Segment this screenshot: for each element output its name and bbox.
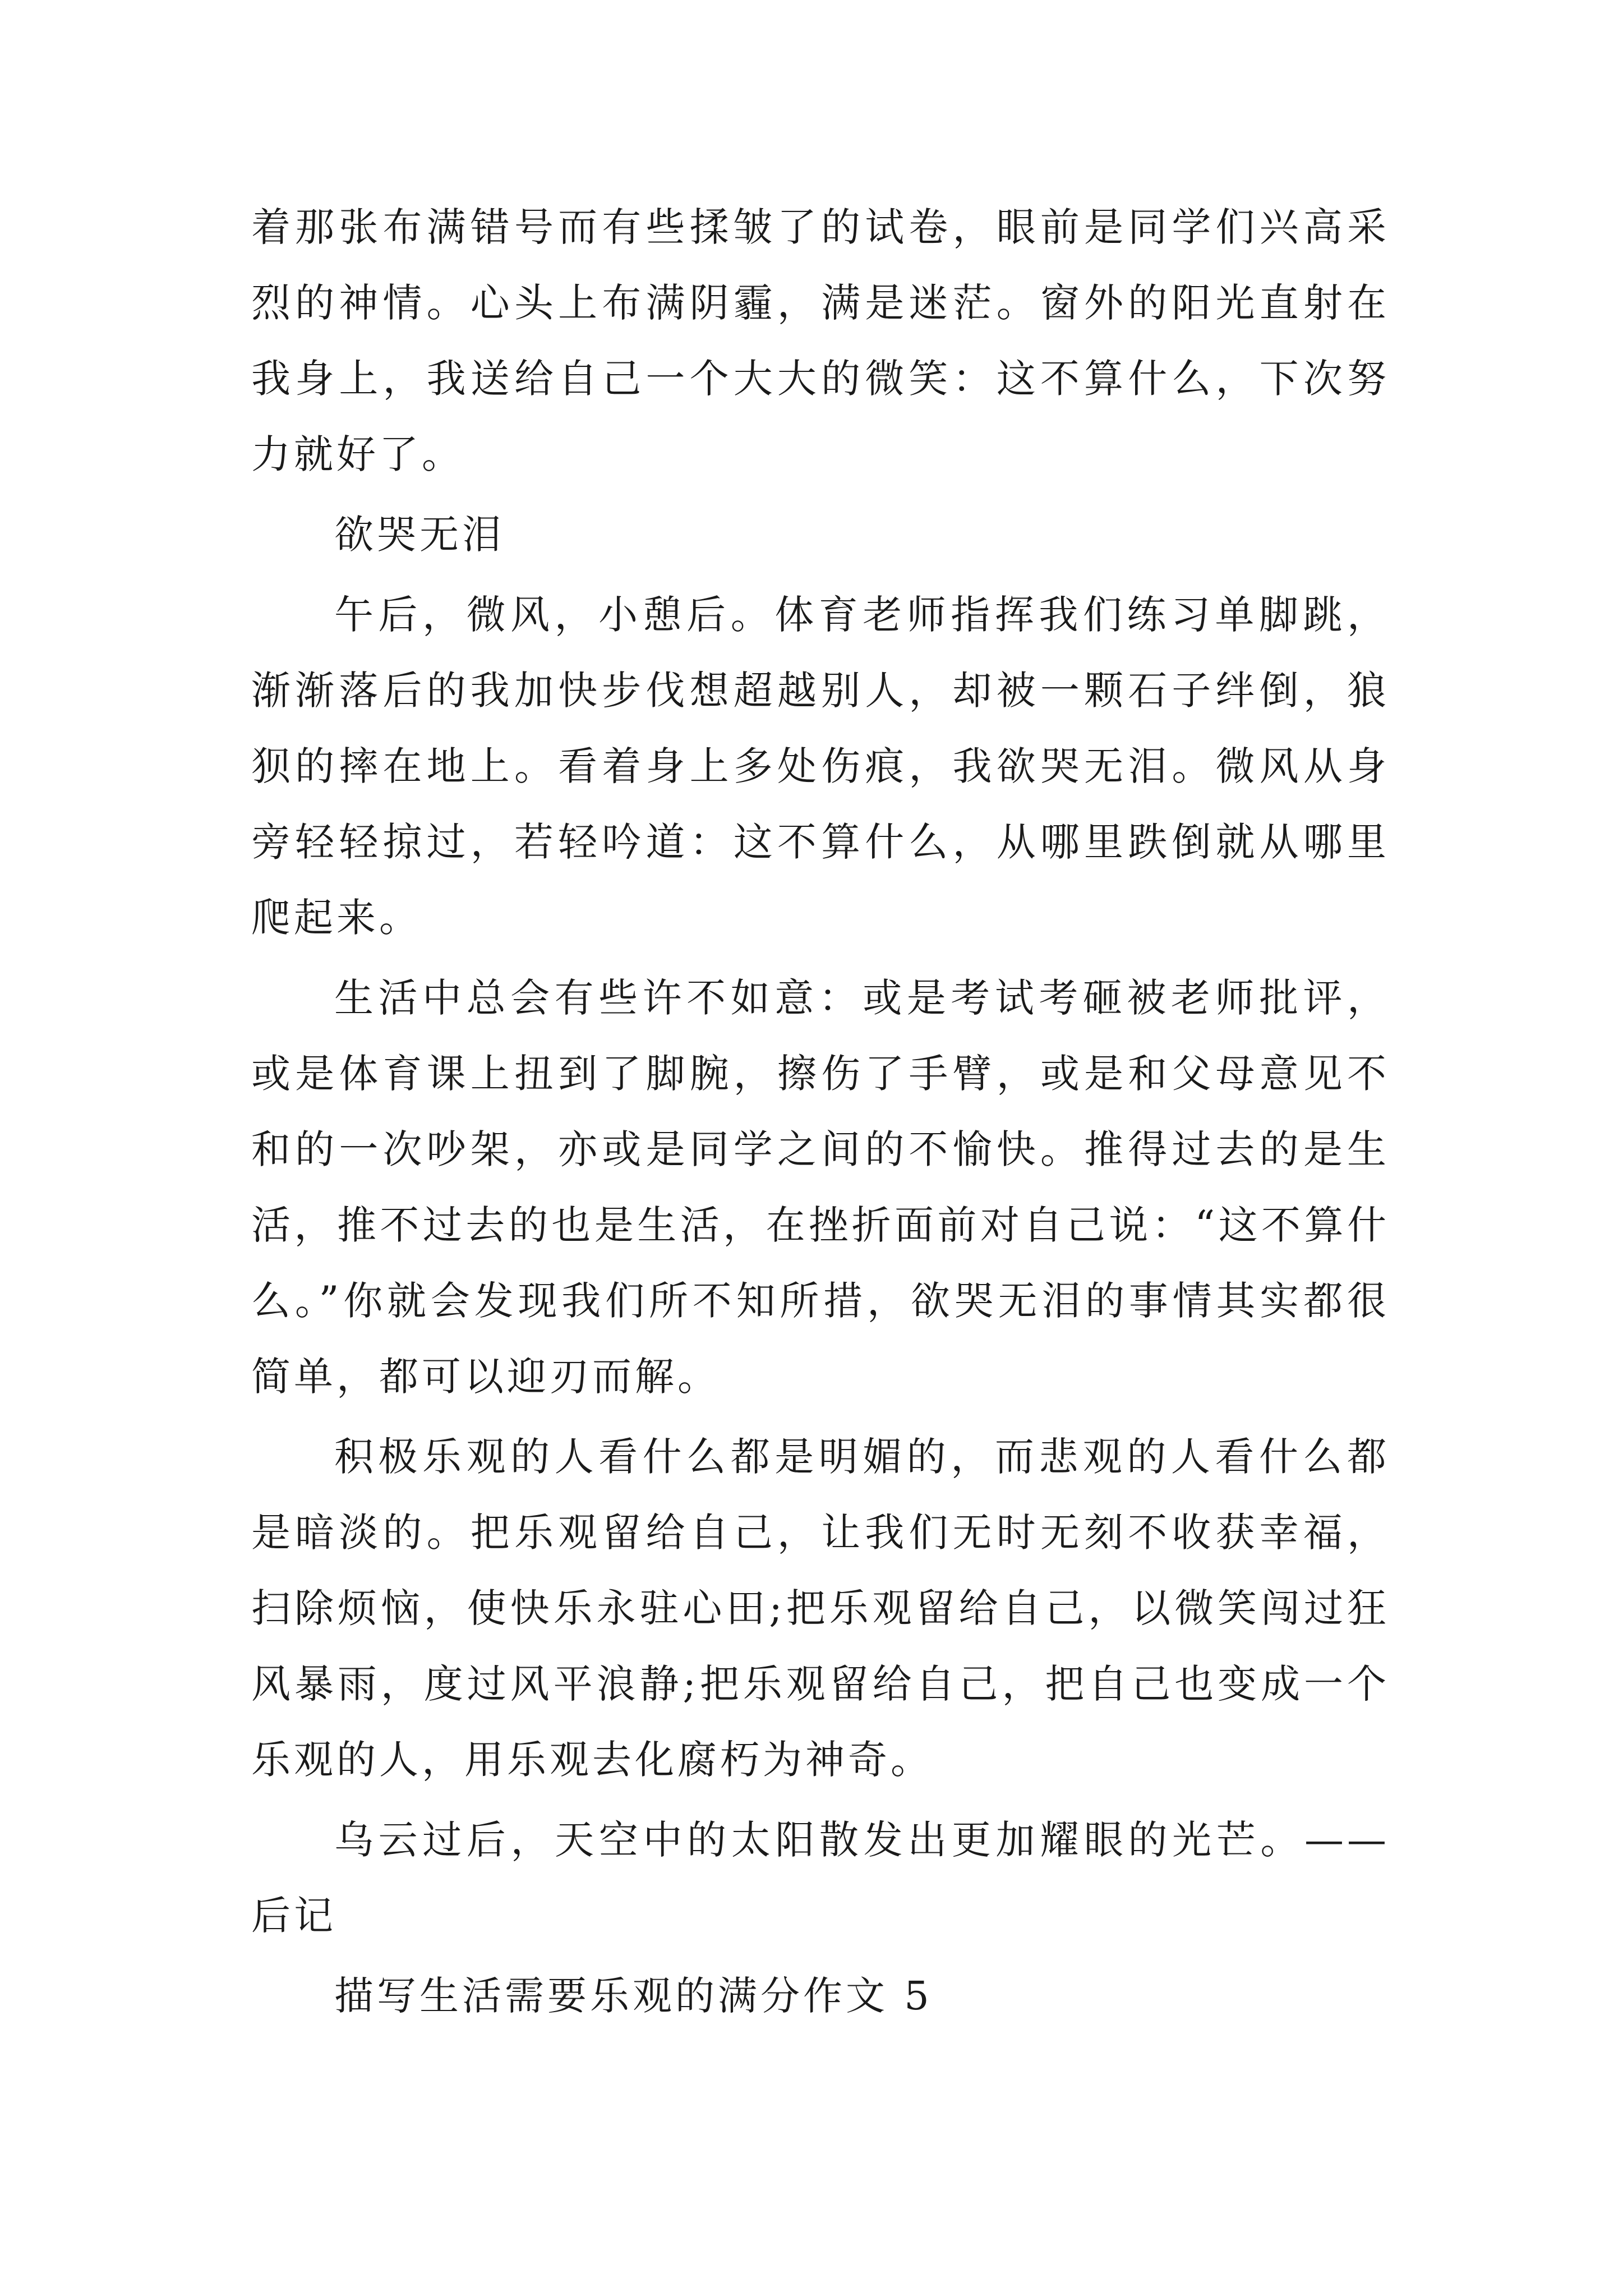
paragraph-continuation: 着那张布满错号而有些揉皱了的试卷，眼前是同学们兴高采烈的神情。心头上布满阴霾，满是迷茫。窗外的阳光直射在我身上，我送给自己一个大大的微笑：这不算什么，下次努力就好了。: [251, 204, 1390, 477]
document-body: [251, 190, 1390, 2039]
paragraph-afterword: 乌云过后，天空中的太阳散发出更加耀眼的光芒。——后记: [251, 1817, 1390, 1939]
paragraph-afternoon: 午后，微风，小憩后。体育老师指挥我们练习单脚跳，渐渐落后的我加快步伐想超越别人，却被一颗石子绊倒，狼狈的摔在地上。看着身上多处伤痕，我欲哭无泪。微风从身旁轻轻掠过，若轻吟道：这不算什么，从哪里跌倒就从哪里爬起来。: [251, 592, 1390, 941]
essay-title-5: 描写生活需要乐观的满分作文 5: [334, 1973, 933, 2019]
paragraph-life-setbacks: 生活中总会有些许不如意：或是考试考砸被老师批评，或是体育课上扭到了脚腕，擦伤了手臂，或是和父母意见不和的一次吵架，亦或是同学之间的不愉快。推得过去的是生活，推不过去的也是生活，在挫折面前对自己说：“这不算什么。”你就会发现我们所不知所措，欲哭无泪的事情其实都很简单，都可以迎刃而解。: [251, 975, 1390, 1400]
paragraph-optimism: 积极乐观的人看什么都是明媚的，而悲观的人看什么都是暗淡的。把乐观留给自己，让我们无时无刻不收获幸福，扫除烦恼，使快乐永驻心田;把乐观留给自己，以微笑闯过狂风暴雨，度过风平浪静;把乐观留给自己，把自己也变成一个乐观的人，用乐观去化腐朽为神奇。: [251, 1434, 1390, 1783]
section-heading-yu-ku-wu-lei: 欲哭无泪: [334, 512, 505, 558]
